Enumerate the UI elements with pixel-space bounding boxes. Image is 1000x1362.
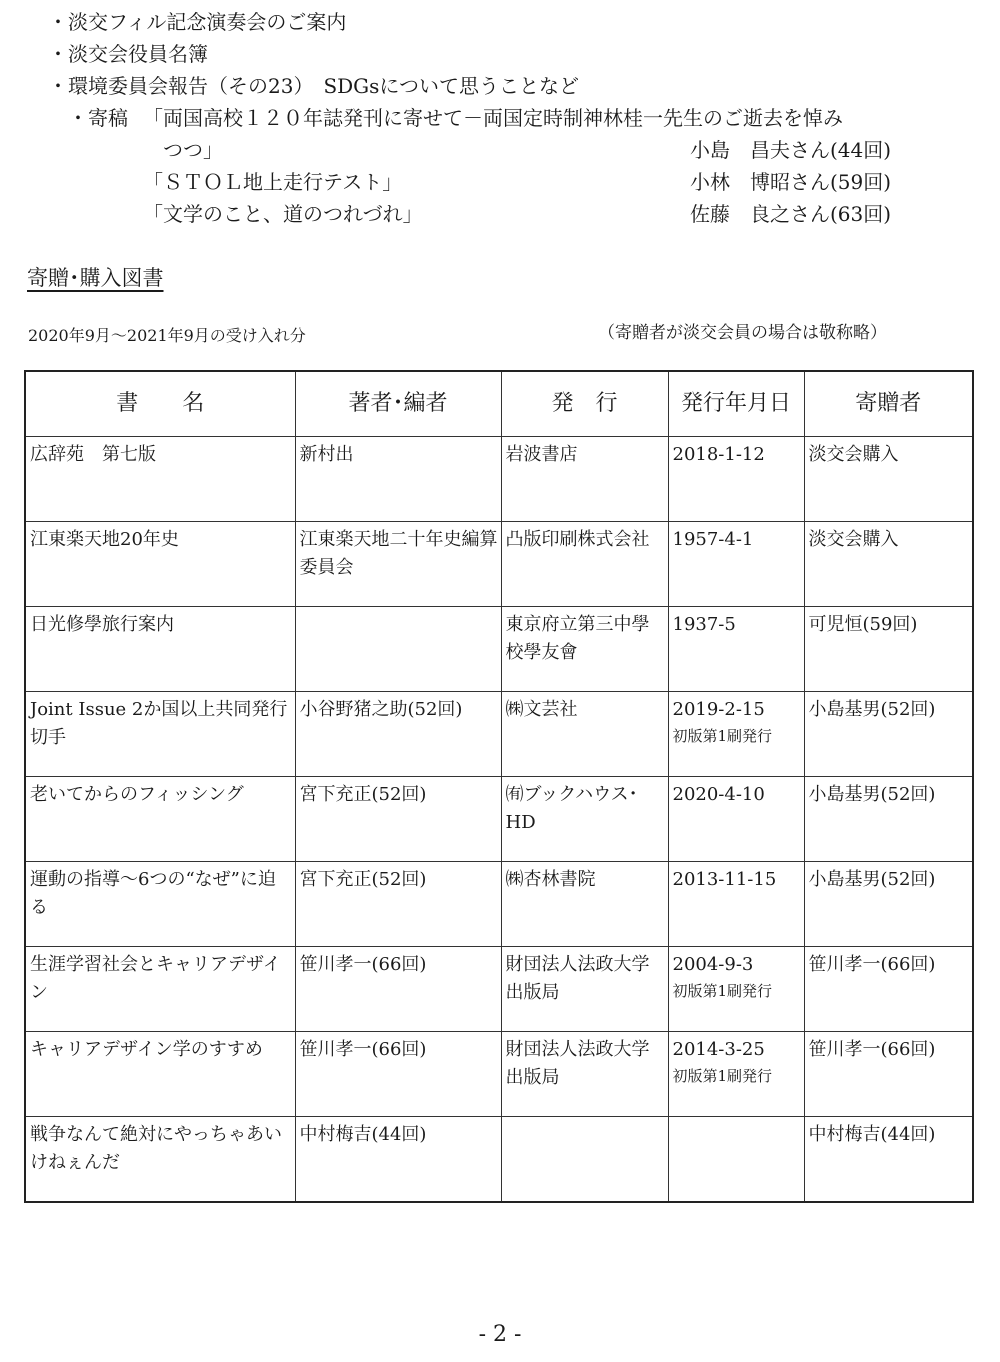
books-table xyxy=(24,370,974,1203)
contribution-author: 小島 昌夫さん(44回) xyxy=(690,138,892,162)
book-title-cell-text: キャリアデザイン学のすすめ xyxy=(30,1039,263,1060)
table-row xyxy=(25,692,973,777)
publisher-cell-text: 岩波書店 xyxy=(505,444,578,465)
donor-cell-text: 笹川孝一(66回) xyxy=(808,954,936,975)
table-row xyxy=(25,522,973,607)
date-cell xyxy=(668,607,804,692)
publisher-cell-text: ㈲ブックハウス･HD xyxy=(505,784,638,833)
author-cell xyxy=(295,437,501,522)
donor-cell xyxy=(804,777,973,862)
header-donor: 寄贈者 xyxy=(804,371,973,437)
donor-cell-text: 淡交会購入 xyxy=(808,444,899,465)
donor-cell-text: 可児恒(59回) xyxy=(808,614,918,635)
donor-cell xyxy=(804,692,973,777)
table-row xyxy=(25,862,973,947)
date-cell-text: 2013-11-15 xyxy=(672,869,777,890)
publisher-cell xyxy=(501,947,668,1032)
donor-cell-text: 中村梅吉(44回) xyxy=(808,1124,936,1145)
date-note: 初版第1刷発行 xyxy=(672,982,773,1000)
table-row xyxy=(25,777,973,862)
date-cell-text: 2019-2-15 xyxy=(672,699,765,720)
donor-cell xyxy=(804,1117,973,1203)
author-cell xyxy=(295,862,501,947)
date-cell-text: 1937-5 xyxy=(672,614,736,635)
book-title-cell xyxy=(25,437,295,522)
publisher-cell xyxy=(501,692,668,777)
book-title-cell xyxy=(25,692,295,777)
table-row xyxy=(25,607,973,692)
donor-cell xyxy=(804,862,973,947)
author-cell-text: 新村出 xyxy=(299,444,354,465)
contribution-author: 小林 博昭さん(59回) xyxy=(690,170,892,194)
period-label: 2020年9月～2021年9月の受け入れ分 xyxy=(28,326,306,345)
donor-cell xyxy=(804,437,973,522)
book-title-cell-text: 広辞苑 第七版 xyxy=(30,444,156,465)
contribution-author: 佐藤 良之さん(63回) xyxy=(690,202,892,226)
date-cell-text: 2004-9-3 xyxy=(672,954,754,975)
publisher-cell xyxy=(501,522,668,607)
book-title-cell xyxy=(25,777,295,862)
donor-cell xyxy=(804,522,973,607)
book-title-cell-text: 江東楽天地20年史 xyxy=(30,529,179,550)
date-cell-text: 2014-3-25 xyxy=(672,1039,765,1060)
book-title-cell-text: 生涯学習社会とキャリアデザイン xyxy=(30,954,281,1003)
publisher-cell-text: ㈱杏林書院 xyxy=(505,869,596,890)
date-cell xyxy=(668,1032,804,1117)
contribution-title: 「文学のこと、道のつれづれ」 xyxy=(143,202,423,226)
contribution-row xyxy=(48,198,948,230)
author-cell-text: 笹川孝一(66回) xyxy=(299,954,427,975)
publisher-cell xyxy=(501,1117,668,1203)
author-cell xyxy=(295,607,501,692)
date-cell-text: 2020-4-10 xyxy=(672,784,765,805)
table-header-row xyxy=(25,371,973,437)
contribution-title: 「両国高校１２０年誌発刊に寄せて－両国定時制神林桂一先生のご逝去を悼み xyxy=(143,106,843,130)
author-cell-text: 宮下充正(52回) xyxy=(299,869,427,890)
publisher-cell-text: 財団法人法政大学出版局 xyxy=(505,954,650,1003)
table-row xyxy=(25,1117,973,1203)
publisher-cell-text: ㈱文芸社 xyxy=(505,699,578,720)
section-title: 寄贈･購入図書 xyxy=(27,266,164,290)
book-title-cell xyxy=(25,947,295,1032)
contribution-title: つつ」 xyxy=(143,138,223,162)
author-cell xyxy=(295,692,501,777)
notice-list xyxy=(48,6,948,230)
publisher-cell-text: 財団法人法政大学出版局 xyxy=(505,1039,650,1088)
book-title-cell xyxy=(25,862,295,947)
contribution-row xyxy=(48,134,948,166)
date-cell xyxy=(668,947,804,1032)
honorific-note: （寄贈者が淡交会員の場合は敬称略） xyxy=(598,323,887,343)
date-note: 初版第1刷発行 xyxy=(672,1067,773,1085)
table-row xyxy=(25,437,973,522)
donor-cell-text: 淡交会購入 xyxy=(808,529,899,550)
bullet-item: ・環境委員会報告（その23） SDGsについて思うことなど xyxy=(48,74,580,98)
publisher-cell xyxy=(501,777,668,862)
author-cell-text: 江東楽天地二十年史編算委員会 xyxy=(299,529,498,578)
date-cell xyxy=(668,522,804,607)
book-title-cell xyxy=(25,1032,295,1117)
author-cell xyxy=(295,1032,501,1117)
date-cell xyxy=(668,692,804,777)
donor-cell-text: 小島基男(52回) xyxy=(808,699,936,720)
bullet-item: ・淡交フィル記念演奏会のご案内 xyxy=(48,10,347,34)
table-row xyxy=(25,1032,973,1117)
book-title-cell-text: 日光修學旅行案内 xyxy=(30,614,174,635)
date-cell xyxy=(668,1117,804,1203)
donor-cell xyxy=(804,607,973,692)
author-cell-text: 宮下充正(52回) xyxy=(299,784,427,805)
header-author: 著者･編者 xyxy=(295,371,501,437)
author-cell xyxy=(295,947,501,1032)
date-cell xyxy=(668,862,804,947)
book-title-cell-text: 戦争なんて絶対にやっちゃあいけねぇんだ xyxy=(30,1124,282,1173)
author-cell xyxy=(295,1117,501,1203)
contribution-title: 「ＳＴＯＬ地上走行テスト」 xyxy=(143,170,403,194)
author-cell xyxy=(295,522,501,607)
book-title-cell-text: Joint Issue 2か国以上共同発行切手 xyxy=(30,699,288,748)
contribution-row xyxy=(48,166,948,198)
donor-cell xyxy=(804,947,973,1032)
bullet-item: ・淡交会役員名簿 xyxy=(48,42,208,66)
book-title-cell xyxy=(25,522,295,607)
date-cell xyxy=(668,777,804,862)
header-publisher: 発 行 xyxy=(501,371,668,437)
donor-cell-text: 小島基男(52回) xyxy=(808,784,936,805)
date-cell-text: 1957-4-1 xyxy=(672,529,754,550)
publisher-cell xyxy=(501,437,668,522)
publisher-cell xyxy=(501,862,668,947)
donor-cell-text: 笹川孝一(66回) xyxy=(808,1039,936,1060)
date-note: 初版第1刷発行 xyxy=(672,727,773,745)
publisher-cell-text: 凸版印刷株式会社 xyxy=(505,529,650,550)
book-title-cell-text: 運動の指導～6つの“なぜ”に迫る xyxy=(30,869,276,918)
donor-cell xyxy=(804,1032,973,1117)
publisher-cell-text: 東京府立第三中學校學友會 xyxy=(505,614,650,663)
publisher-cell xyxy=(501,1032,668,1117)
contribution-label: ・寄稿 xyxy=(68,106,128,130)
date-cell xyxy=(668,437,804,522)
header-title: 書 名 xyxy=(25,371,295,437)
book-title-cell-text: 老いてからのフィッシング xyxy=(30,784,244,805)
date-cell-text: 2018-1-12 xyxy=(672,444,765,465)
author-cell-text: 小谷野猪之助(52回) xyxy=(299,699,463,720)
table-row xyxy=(25,947,973,1032)
header-date: 発行年月日 xyxy=(668,371,804,437)
book-title-cell xyxy=(25,1117,295,1203)
author-cell-text: 中村梅吉(44回) xyxy=(299,1124,427,1145)
page-number: - 2 - xyxy=(478,1322,522,1347)
donor-cell-text: 小島基男(52回) xyxy=(808,869,936,890)
author-cell xyxy=(295,777,501,862)
contribution-row xyxy=(48,102,948,134)
book-title-cell xyxy=(25,607,295,692)
publisher-cell xyxy=(501,607,668,692)
author-cell-text: 笹川孝一(66回) xyxy=(299,1039,427,1060)
